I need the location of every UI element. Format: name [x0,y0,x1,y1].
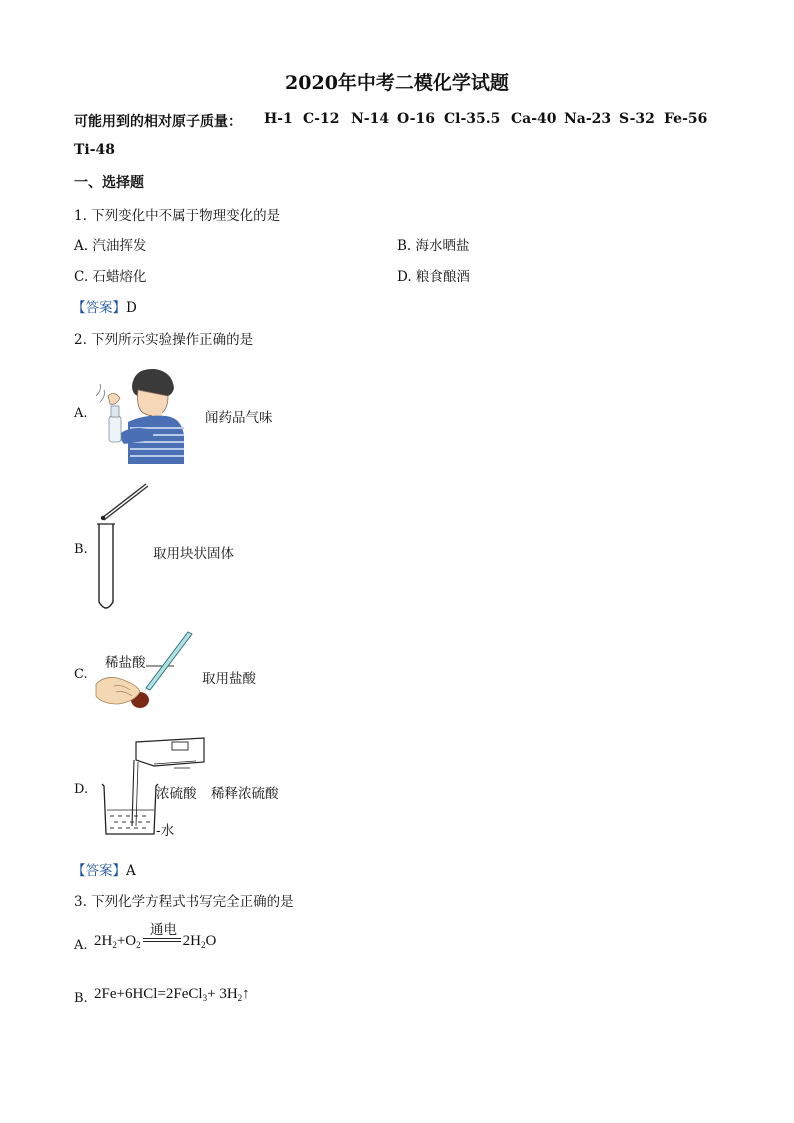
person-smelling-illustration [94,366,188,466]
water-label-text: 水 [160,823,175,839]
question-3-stem: 3. 下列化学方程式书写完全正确的是 [74,894,294,910]
atomic-mass-item: N-14 [351,111,390,127]
question-2-option-b-letter: B. [74,542,88,557]
question-1-option-a: A. 汽油挥发 [74,238,147,254]
equation-a: $2H_2+O_2$ $2H_2O$ [94,933,217,950]
question-2-option-c-letter: C. [74,667,88,682]
question-1-option-b: B. 海水晒盐 [397,238,470,254]
question-2-option-a-letter: A. [74,406,88,421]
concentrated-acid-label: 浓硫酸 [156,786,197,802]
test-tube-illustration [96,482,152,614]
atomic-mass-item: C-12 [303,111,340,127]
question-2-option-c-caption: 取用盐酸 [202,671,256,687]
question-2-option-d-letter: D. [74,782,89,797]
question-2-answer [72,859,136,879]
hydrochloric-acid-label: 稀盐酸 [105,655,146,671]
atomic-mass-item: Ti-48 [74,142,116,158]
atomic-mass-item: H-1 [264,111,293,127]
question-1-stem: 1. 下列变化中不属于物理变化的是 [74,208,281,224]
water-label: -水 [156,823,175,839]
atomic-mass-item: Na-23 [564,111,612,127]
answer-label: 【答案】 [72,300,126,316]
question-1-answer [72,296,137,316]
dropper-illustration [94,632,198,714]
atomic-mass-item: Ca-40 [511,111,557,127]
question-2-option-a-caption: 闻药品气味 [205,410,273,426]
answer-value: A [126,863,136,879]
answer-value: D [126,300,137,316]
question-3-option-b-letter: B. [74,991,88,1006]
atomic-mass-item: O-16 [397,111,436,127]
atomic-mass-item: S-32 [619,111,655,127]
equation-b: 2Fe+6HCl=2FeCl$_3$+ $3H_2↑$ [94,986,250,1003]
answer-label: 【答案】 [72,863,126,879]
question-1-option-c: C. 石蜡熔化 [74,269,147,285]
page-title: 2020年中考二模化学试题 [285,72,509,94]
section-heading: 一、选择题 [74,175,144,191]
atomic-mass-item: Fe-56 [664,111,708,127]
atomic-mass-item: Cl-35.5 [444,111,501,127]
question-1-option-d: D. 粮食酿酒 [397,269,470,285]
question-2-option-d-caption: 稀释浓硫酸 [211,786,279,802]
reaction-condition: 通电 [150,922,177,938]
atomic-mass-label: 可能用到的相对原子质量： [74,114,242,130]
question-2-option-b-caption: 取用块状固体 [153,546,234,562]
question-2-stem: 2. 下列所示实验操作正确的是 [74,332,254,348]
question-3-option-a-letter: A. [74,938,88,953]
